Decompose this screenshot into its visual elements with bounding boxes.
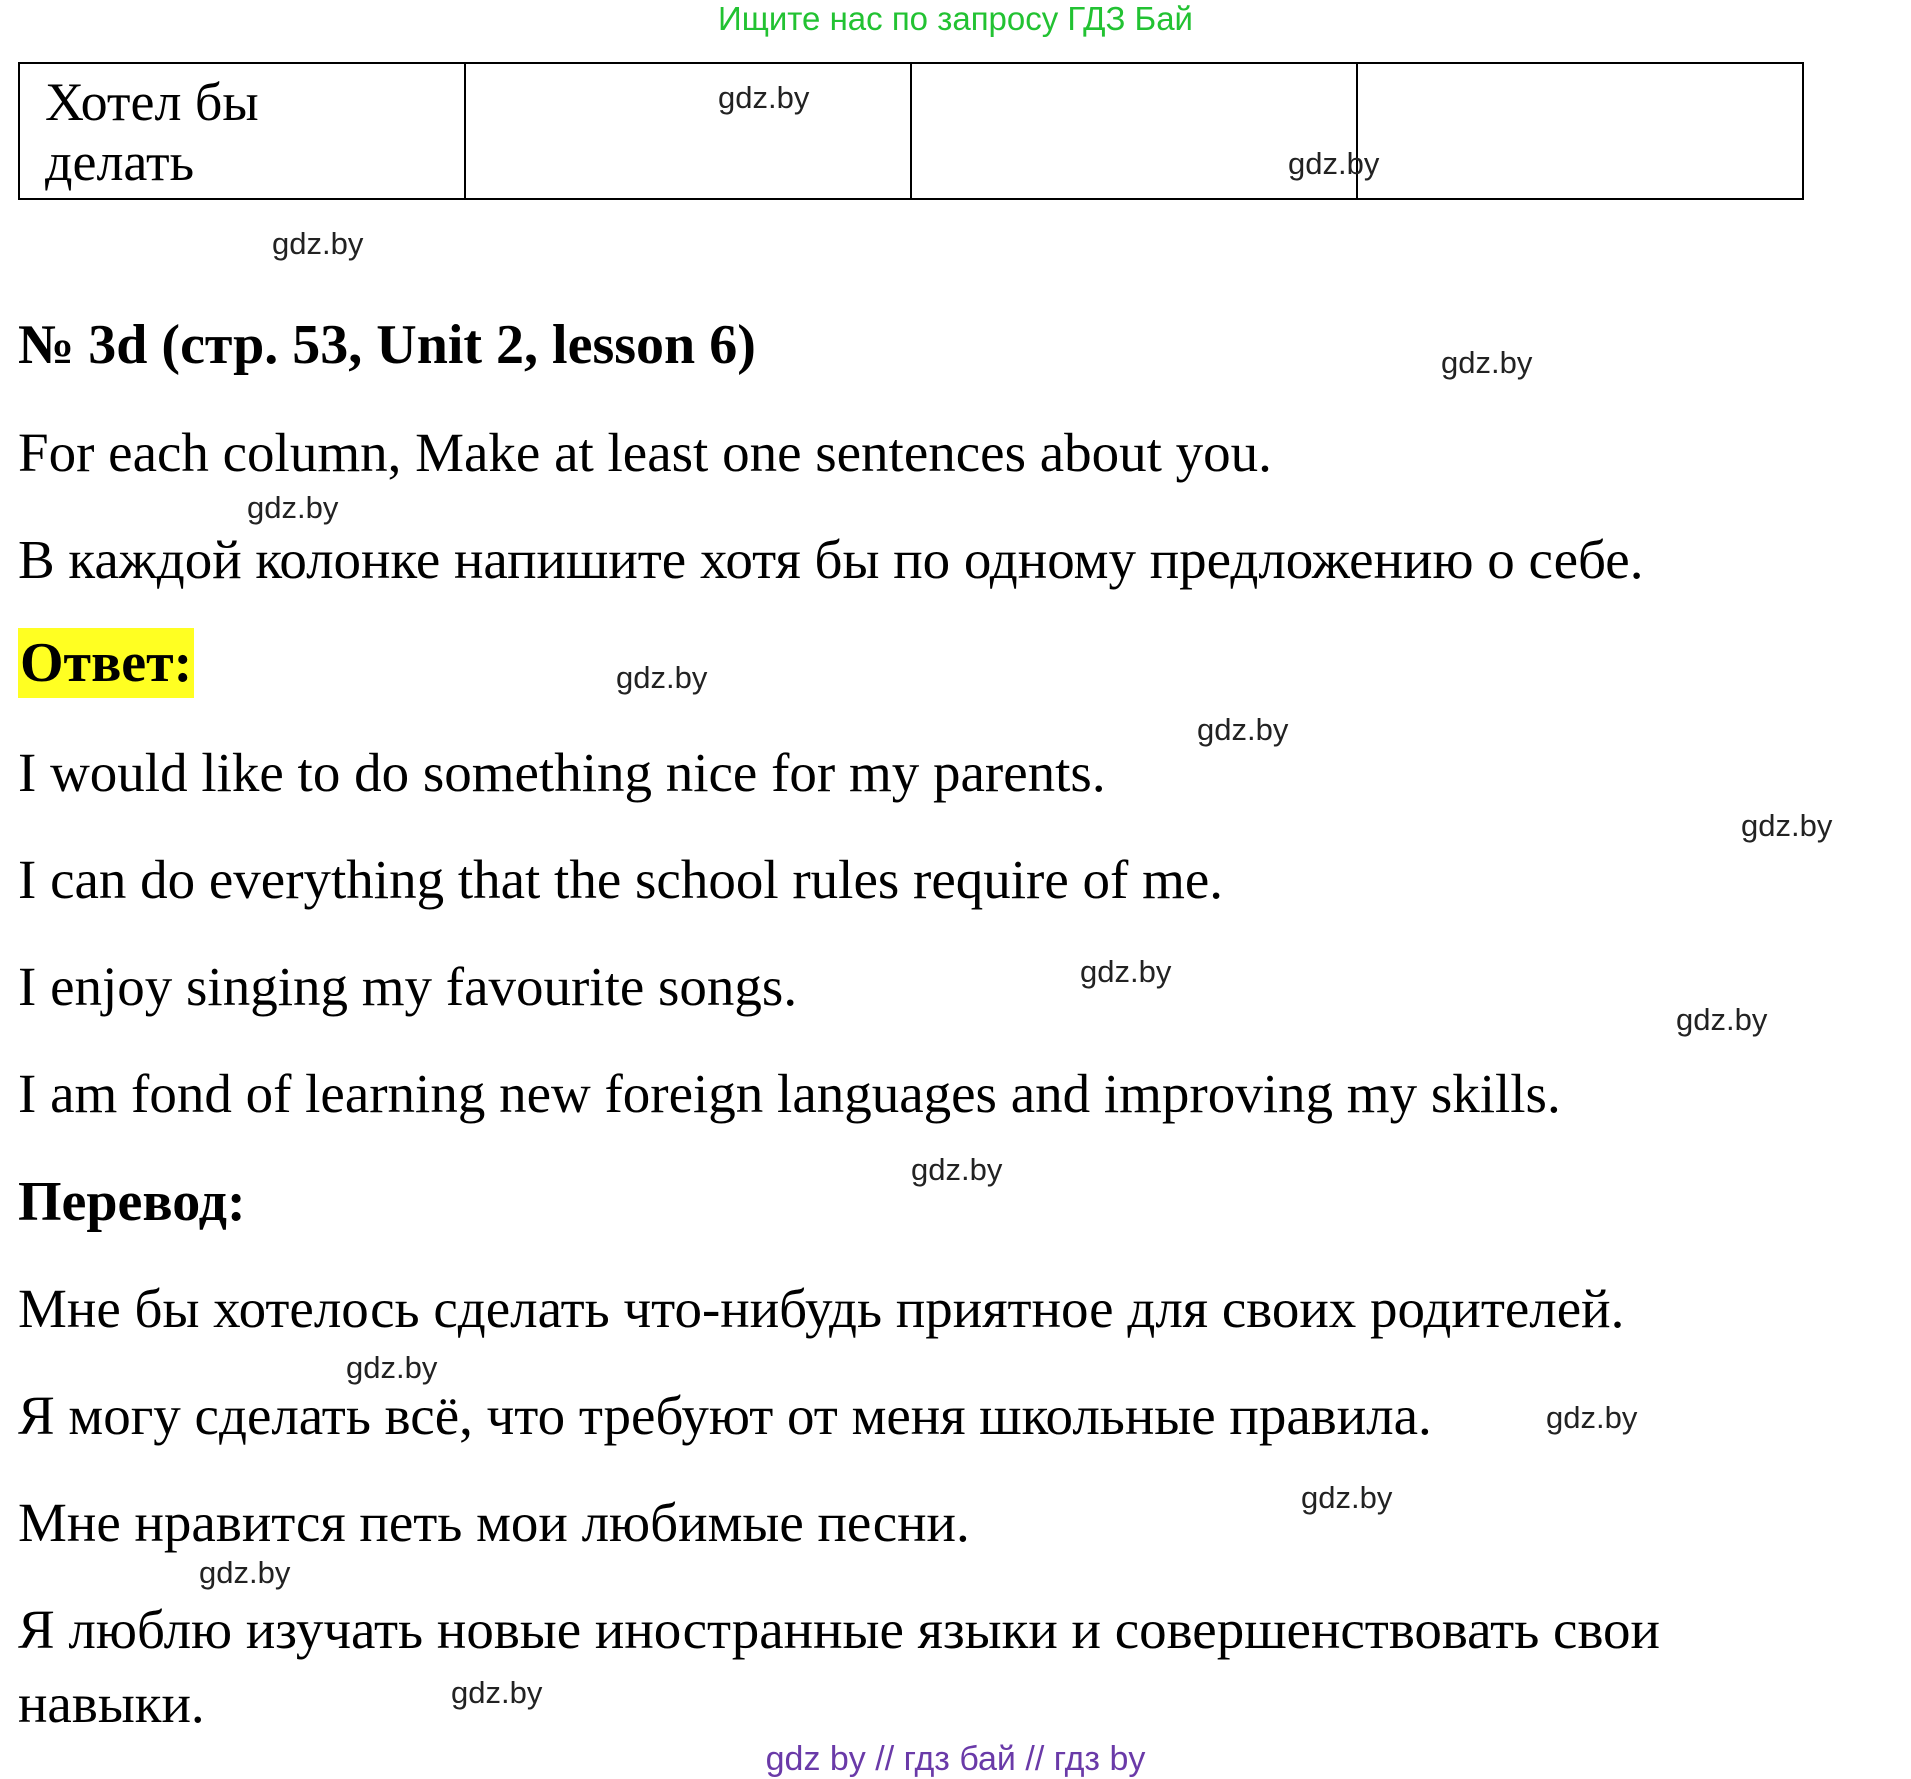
answer-sentence: I would like to do something nice for my parents. — [18, 742, 1106, 803]
footer-links: gdz by // гдз бай // гдз by — [765, 1740, 1146, 1778]
instruction-en: For each column, Make at least one sentences about you. — [18, 422, 1272, 483]
table-row — [19, 63, 1803, 199]
watermark: gdz.by — [1301, 1480, 1393, 1515]
table-cell-empty — [465, 63, 911, 199]
watermark: gdz.by — [1197, 712, 1289, 747]
answer-sentence: I can do everything that the school rules require of me. — [18, 849, 1224, 910]
watermark: gdz.by — [1441, 345, 1533, 380]
watermark: gdz.by — [451, 1675, 543, 1710]
watermark: gdz.by — [1546, 1400, 1638, 1435]
translation-sentence: Я люблю изучать новые иностранные языки и совершенствовать свои — [18, 1599, 1660, 1660]
watermark: gdz.by — [1676, 1002, 1768, 1037]
watermark: gdz.by — [718, 80, 810, 115]
table-cell-empty — [1357, 63, 1803, 199]
watermark: gdz.by — [1288, 146, 1380, 181]
instruction-ru: В каждой колонке напишите хотя бы по одному предложению о себе. — [18, 529, 1644, 590]
watermark: gdz.by — [616, 660, 708, 695]
watermark: gdz.by — [247, 490, 339, 525]
task-title: № 3d (стр. 53, Unit 2, lesson 6) — [18, 314, 756, 376]
answer-sentence: I am fond of learning new foreign languages and improving my skills. — [18, 1063, 1561, 1124]
watermark: gdz.by — [199, 1555, 291, 1590]
watermark: gdz.by — [911, 1152, 1003, 1187]
table-cell-label — [19, 63, 465, 199]
watermark: gdz.by — [346, 1350, 438, 1385]
translation-label: Перевод: — [18, 1171, 246, 1233]
answer-label: Ответ: — [18, 628, 194, 698]
top-banner: Ищите нас по запросу ГДЗ Бай — [718, 0, 1193, 37]
translation-sentence: Мне нравится петь мои любимые песни. — [18, 1492, 970, 1553]
watermark: gdz.by — [272, 226, 364, 261]
translation-sentence: навыки. — [18, 1673, 205, 1734]
watermark: gdz.by — [1741, 808, 1833, 843]
answer-table — [18, 62, 1804, 200]
watermark: gdz.by — [1080, 954, 1172, 989]
translation-sentence: Я могу сделать всё, что требуют от меня школьные правила. — [18, 1385, 1432, 1446]
row-label-line-2: делать — [45, 132, 195, 192]
translation-sentence: Мне бы хотелось сделать что-нибудь приятное для своих родителей. — [18, 1278, 1625, 1339]
answer-sentence: I enjoy singing my favourite songs. — [18, 956, 798, 1017]
row-label-line-1: Хотел бы — [45, 72, 259, 132]
